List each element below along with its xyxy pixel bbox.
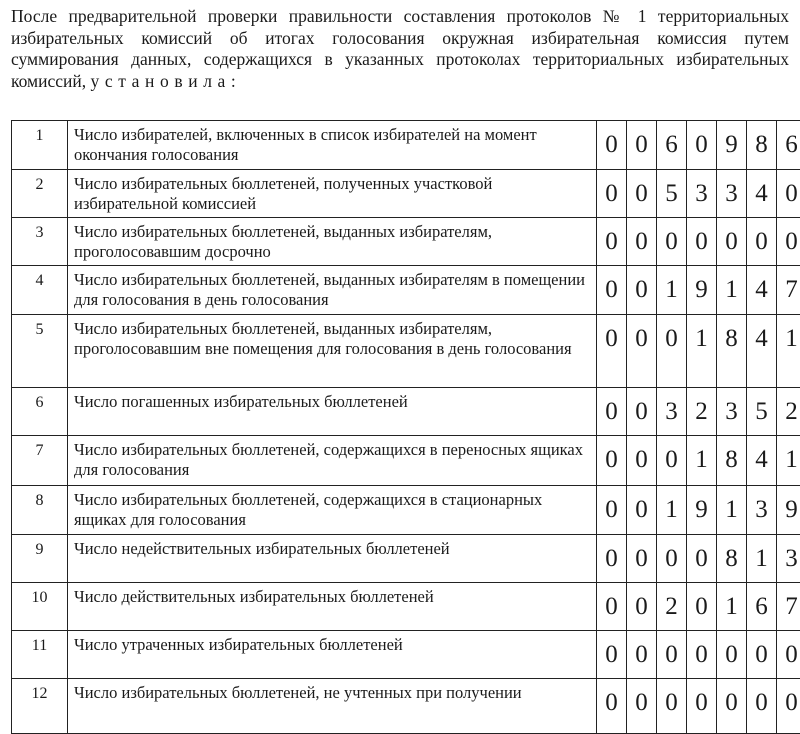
row-number: 2	[12, 170, 68, 218]
intro-emphasis: установила:	[91, 71, 242, 91]
row-digit: 2	[777, 388, 800, 436]
row-digit: 6	[747, 583, 777, 631]
row-digit: 9	[717, 121, 747, 170]
row-digit: 0	[627, 218, 657, 266]
row-digit: 0	[777, 170, 800, 218]
row-digit: 2	[687, 388, 717, 436]
row-number: 4	[12, 266, 68, 315]
row-digit: 0	[597, 631, 627, 679]
row-label: Число погашенных избирательных бюллетеней	[68, 388, 597, 436]
row-number: 7	[12, 436, 68, 486]
row-digit: 1	[717, 486, 747, 535]
table-row	[12, 535, 800, 583]
row-digit: 8	[717, 315, 747, 388]
row-digit: 0	[597, 388, 627, 436]
row-digit: 0	[627, 266, 657, 315]
row-digit: 3	[657, 388, 687, 436]
row-digit: 4	[747, 436, 777, 486]
table-row	[12, 170, 800, 218]
row-digit: 0	[627, 583, 657, 631]
row-digit: 1	[657, 266, 687, 315]
row-digit: 0	[627, 170, 657, 218]
row-digit: 0	[687, 583, 717, 631]
row-digit: 1	[717, 266, 747, 315]
row-label: Число избирательных бюллетеней, содержащихся в переносных ящиках для голосования	[68, 436, 597, 486]
row-digit: 5	[657, 170, 687, 218]
row-digit: 0	[687, 218, 717, 266]
row-label: Число избирательных бюллетеней, не учтенных при получении	[68, 679, 597, 734]
row-digit: 0	[597, 121, 627, 170]
row-digit: 0	[627, 679, 657, 734]
table-row	[12, 679, 800, 734]
row-digit: 4	[747, 170, 777, 218]
table-row	[12, 121, 800, 170]
row-digit: 0	[597, 583, 627, 631]
row-digit: 0	[597, 436, 627, 486]
row-number: 11	[12, 631, 68, 679]
row-digit: 1	[687, 315, 717, 388]
row-digit: 6	[657, 121, 687, 170]
row-label: Число избирательных бюллетеней, выданных избирателям в помещении для голосования в день голосования	[68, 266, 597, 315]
row-number: 9	[12, 535, 68, 583]
intro-text: После предварительной проверки правильности составления протоколов № 1 территориальных избирательных комиссий об итогах голосования окружная избирательная комиссия путем суммирования данных, содержащихся в указанных протоколах территориальных избирательных комиссий,	[11, 6, 789, 91]
row-digit: 1	[777, 436, 800, 486]
row-digit: 1	[717, 583, 747, 631]
table-row	[12, 631, 800, 679]
row-digit: 3	[687, 170, 717, 218]
intro-paragraph	[11, 6, 789, 92]
row-label: Число избирательных бюллетеней, полученных участковой избирательной комиссией	[68, 170, 597, 218]
row-digit: 0	[627, 631, 657, 679]
row-number: 10	[12, 583, 68, 631]
row-digit: 0	[687, 631, 717, 679]
row-label: Число действительных избирательных бюллетеней	[68, 583, 597, 631]
row-digit: 0	[627, 121, 657, 170]
table-row	[12, 315, 800, 388]
row-number: 8	[12, 486, 68, 535]
row-digit: 0	[597, 679, 627, 734]
row-digit: 0	[747, 631, 777, 679]
table-row	[12, 486, 800, 535]
row-digit: 4	[747, 266, 777, 315]
row-digit: 0	[717, 679, 747, 734]
row-number: 3	[12, 218, 68, 266]
table-row	[12, 266, 800, 315]
row-digit: 4	[747, 315, 777, 388]
row-digit: 6	[777, 121, 800, 170]
row-digit: 0	[657, 218, 687, 266]
row-digit: 8	[747, 121, 777, 170]
row-digit: 9	[777, 486, 800, 535]
row-label: Число избирательных бюллетеней, содержащихся в стационарных ящиках для голосования	[68, 486, 597, 535]
table-row	[12, 218, 800, 266]
row-number: 12	[12, 679, 68, 734]
row-digit: 7	[777, 266, 800, 315]
row-digit: 9	[687, 486, 717, 535]
table-row	[12, 436, 800, 486]
row-digit: 2	[657, 583, 687, 631]
row-digit: 0	[747, 679, 777, 734]
row-label: Число недействительных избирательных бюллетеней	[68, 535, 597, 583]
row-digit: 0	[717, 218, 747, 266]
table-row	[12, 583, 800, 631]
row-digit: 0	[627, 436, 657, 486]
row-digit: 8	[717, 535, 747, 583]
row-digit: 0	[627, 315, 657, 388]
row-digit: 0	[627, 486, 657, 535]
row-digit: 1	[747, 535, 777, 583]
row-digit: 1	[687, 436, 717, 486]
row-digit: 0	[597, 266, 627, 315]
row-label: Число утраченных избирательных бюллетеней	[68, 631, 597, 679]
row-digit: 0	[657, 679, 687, 734]
row-digit: 0	[687, 535, 717, 583]
row-digit: 0	[657, 436, 687, 486]
row-digit: 0	[597, 486, 627, 535]
row-digit: 0	[687, 121, 717, 170]
row-label: Число избирательных бюллетеней, выданных избирателям, проголосовавшим вне помещения для голосования в день голосования	[68, 315, 597, 388]
row-digit: 0	[747, 218, 777, 266]
row-digit: 8	[717, 436, 747, 486]
row-digit: 0	[777, 631, 800, 679]
row-digit: 1	[777, 315, 800, 388]
row-label: Число избирательных бюллетеней, выданных избирателям, проголосовавшим досрочно	[68, 218, 597, 266]
row-digit: 0	[657, 631, 687, 679]
row-digit: 0	[717, 631, 747, 679]
row-digit: 1	[657, 486, 687, 535]
row-digit: 3	[777, 535, 800, 583]
row-digit: 7	[777, 583, 800, 631]
table-row	[12, 388, 800, 436]
row-digit: 0	[597, 218, 627, 266]
row-digit: 0	[657, 315, 687, 388]
row-digit: 0	[687, 679, 717, 734]
row-digit: 0	[777, 218, 800, 266]
row-digit: 5	[747, 388, 777, 436]
protocol-table	[11, 120, 800, 734]
row-label: Число избирателей, включенных в список избирателей на момент окончания голосования	[68, 121, 597, 170]
row-digit: 0	[597, 315, 627, 388]
row-digit: 9	[687, 266, 717, 315]
row-digit: 0	[597, 170, 627, 218]
row-digit: 0	[627, 535, 657, 583]
row-digit: 3	[717, 388, 747, 436]
row-number: 5	[12, 315, 68, 388]
row-number: 1	[12, 121, 68, 170]
row-number: 6	[12, 388, 68, 436]
row-digit: 3	[717, 170, 747, 218]
row-digit: 0	[657, 535, 687, 583]
row-digit: 3	[747, 486, 777, 535]
row-digit: 0	[777, 679, 800, 734]
row-digit: 0	[627, 388, 657, 436]
row-digit: 0	[597, 535, 627, 583]
